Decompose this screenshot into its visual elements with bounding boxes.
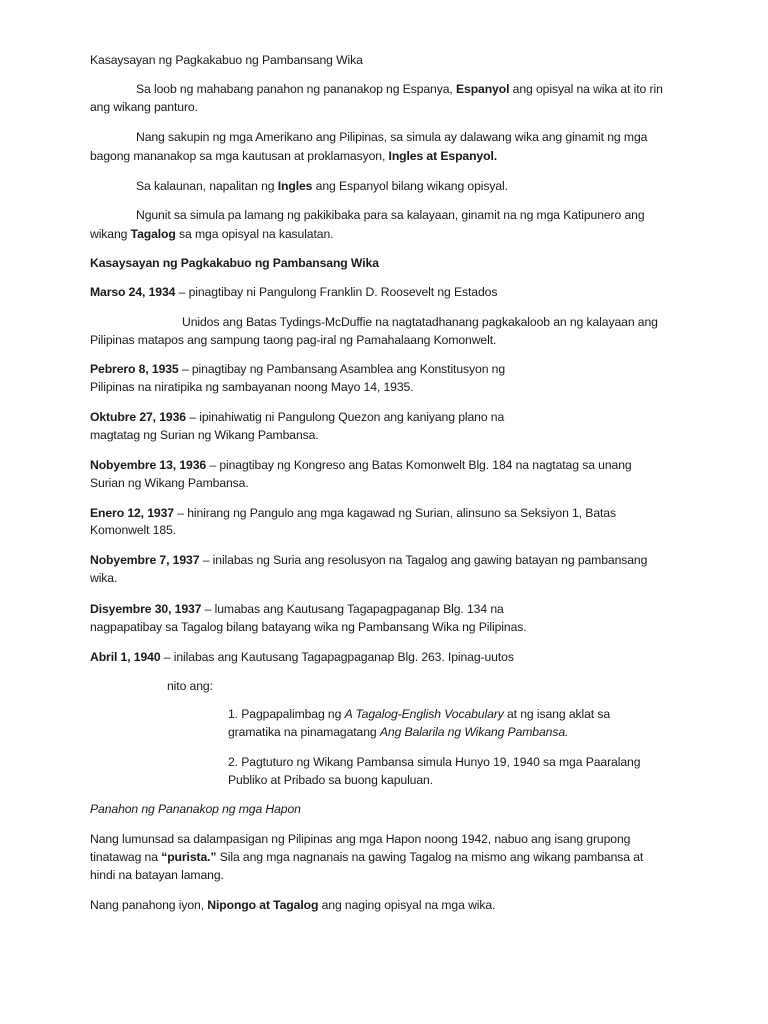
list-item-2-line-1: 2. Pagtuturo ng Wikang Pambansa simula Hunyo 19, 1940 sa mga Paaralang [228, 755, 641, 769]
event-nov-1937-line-1: Nobyembre 7, 1937 – inilabas ng Suria ang resolusyon na Tagalog ang gawing batayan ng pambansang [90, 553, 648, 567]
paragraph-purista-line-2: tinatawag na “purista.” Sila ang mga nagnanais na gawing Tagalog na mismo ang wikang pambansa at [90, 850, 644, 864]
paragraph-official-languages: Nang panahong iyon, Nipongo at Tagalog ang naging opisyal na mga wika. [90, 898, 496, 912]
event-nov-1936-line-2: Surian ng Wikang Pambansa. [90, 476, 249, 490]
event-1935-line-2: Pilipinas na niratipika ng sambayanan noong Mayo 14, 1935. [90, 380, 414, 394]
event-1934-line-3: Pilipinas matapos ang sampung taong pag-iral ng Pamahalaang Komonwelt. [90, 333, 497, 347]
document-title: Kasaysayan ng Pagkakabuo ng Pambansang Wika [90, 53, 363, 67]
event-dec-1937-line-2: nagpapatibay sa Tagalog bilang batayang wika ng Pambansang Wika ng Pilipinas. [90, 620, 527, 634]
event-oct-1936-line-1: Oktubre 27, 1936 – ipinahiwatig ni Pangulong Quezon ang kaniyang plano na [90, 410, 505, 424]
paragraph-katipunero-line-1: Ngunit sa simula pa lamang ng pakikibaka para sa kalayaan, ginamit na ng mga Katipunero ang [136, 208, 645, 222]
event-nov-1937-line-2: wika. [90, 571, 118, 585]
event-nov-1936-line-1: Nobyembre 13, 1936 – pinagtibay ng Kongreso ang Batas Komonwelt Blg. 184 na nagtatag sa unang [90, 458, 632, 472]
event-1934-line-1: Marso 24, 1934 – pinagtibay ni Pangulong Franklin D. Roosevelt ng Estados [90, 285, 498, 299]
paragraph-purista-line-3: hindi na batayan lamang. [90, 868, 224, 882]
paragraph-purista-line-1: Nang lumunsad sa dalampasigan ng Pilipinas ang mga Hapon noong 1942, nabuo ang isang grupong [90, 832, 631, 846]
paragraph-spanish-line-2: ang wikang panturo. [90, 100, 198, 114]
list-item-1-line-1: 1. Pagpapalimbag ng A Tagalog-English Vocabulary at ng isang aklat sa [228, 707, 611, 721]
paragraph-spanish-line-1: Sa loob ng mahabang panahon ng pananakop ng Espanya, Espanyol ang opisyal na wika at ito rin [136, 82, 663, 96]
event-1940-line-1: Abril 1, 1940 – inilabas ang Kautusang Tagapagpaganap Blg. 263. Ipinag-uutos [90, 650, 514, 664]
paragraph-american-line-2: bagong mananakop sa mga kautusan at proklamasyon, Ingles at Espanyol. [90, 149, 498, 163]
paragraph-english-line: Sa kalaunan, napalitan ng Ingles ang Espanyol bilang wikang opisyal. [136, 179, 508, 193]
paragraph-katipunero-line-2: wikang Tagalog sa mga opisyal na kasulatan. [90, 227, 334, 241]
event-jan-1937-line-2: Komonwelt 185. [90, 523, 176, 537]
list-item-1-line-2: gramatika na pinamagatang Ang Balarila ng Wikang Pambansa. [228, 725, 569, 739]
event-1940-line-2: nito ang: [167, 679, 213, 693]
list-item-2-line-2: Publiko at Pribado sa buong kapuluan. [228, 773, 433, 787]
event-1935-line-1: Pebrero 8, 1935 – pinagtibay ng Pambansang Asamblea ang Konstitusyon ng [90, 362, 506, 376]
section-heading: Kasaysayan ng Pagkakabuo ng Pambansang Wika [90, 256, 379, 270]
event-1934-line-2: Unidos ang Batas Tydings-McDuffie na nagtatadhanang pagkakaloob an ng kalayaan ang [182, 315, 658, 329]
event-oct-1936-line-2: magtatag ng Surian ng Wikang Pambansa. [90, 428, 319, 442]
paragraph-american-line-1: Nang sakupin ng mga Amerikano ang Pilipinas, sa simula ay dalawang wika ang ginamit ng mga [136, 130, 648, 144]
event-jan-1937-line-1: Enero 12, 1937 – hinirang ng Pangulo ang mga kagawad ng Surian, alinsuno sa Seksiyon 1, Batas [90, 506, 616, 520]
section-heading-japanese-period: Panahon ng Pananakop ng mga Hapon [90, 802, 301, 816]
event-dec-1937-line-1: Disyembre 30, 1937 – lumabas ang Kautusang Tagapagpaganap Blg. 134 na [90, 602, 504, 616]
